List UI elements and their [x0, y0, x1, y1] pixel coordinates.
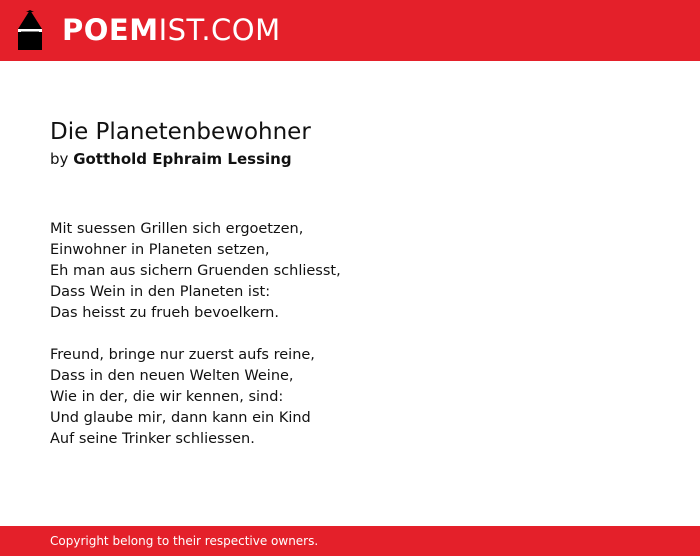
poem-line: Einwohner in Planeten setzen,	[50, 242, 270, 258]
poem-line: Und glaube mir, dann kann ein Kind	[50, 410, 311, 426]
poem-line: Dass in den neuen Welten Weine,	[50, 368, 294, 384]
by-label: by	[50, 150, 69, 168]
site-footer	[0, 526, 700, 556]
poem-line: Freund, bringe nur zuerst aufs reine,	[50, 347, 315, 363]
site-header	[0, 0, 700, 61]
poem-author: Gotthold Ephraim Lessing	[73, 150, 292, 168]
brand-bold: POEM	[62, 13, 159, 47]
poem-line: Dass Wein in den Planeten ist:	[50, 284, 271, 300]
poem-title: Die Planetenbewohner	[50, 119, 311, 145]
poem-line: Mit suessen Grillen sich ergoetzen,	[50, 221, 304, 237]
poem-line: Wie in der, die wir kennen, sind:	[50, 389, 284, 405]
copyright-text: Copyright belong to their respective owners.	[50, 534, 319, 548]
site-logo-text[interactable]	[62, 12, 281, 48]
pencil-icon	[17, 9, 43, 51]
poem-byline	[50, 149, 292, 169]
stanza	[50, 345, 341, 450]
brand-regular: IST.COM	[158, 13, 281, 47]
poem-line: Auf seine Trinker schliessen.	[50, 431, 255, 447]
poem-body	[50, 219, 341, 471]
poem-line: Eh man aus sichern Gruenden schliesst,	[50, 263, 341, 279]
stanza	[50, 219, 341, 324]
poem-line: Das heisst zu frueh bevoelkern.	[50, 305, 279, 321]
